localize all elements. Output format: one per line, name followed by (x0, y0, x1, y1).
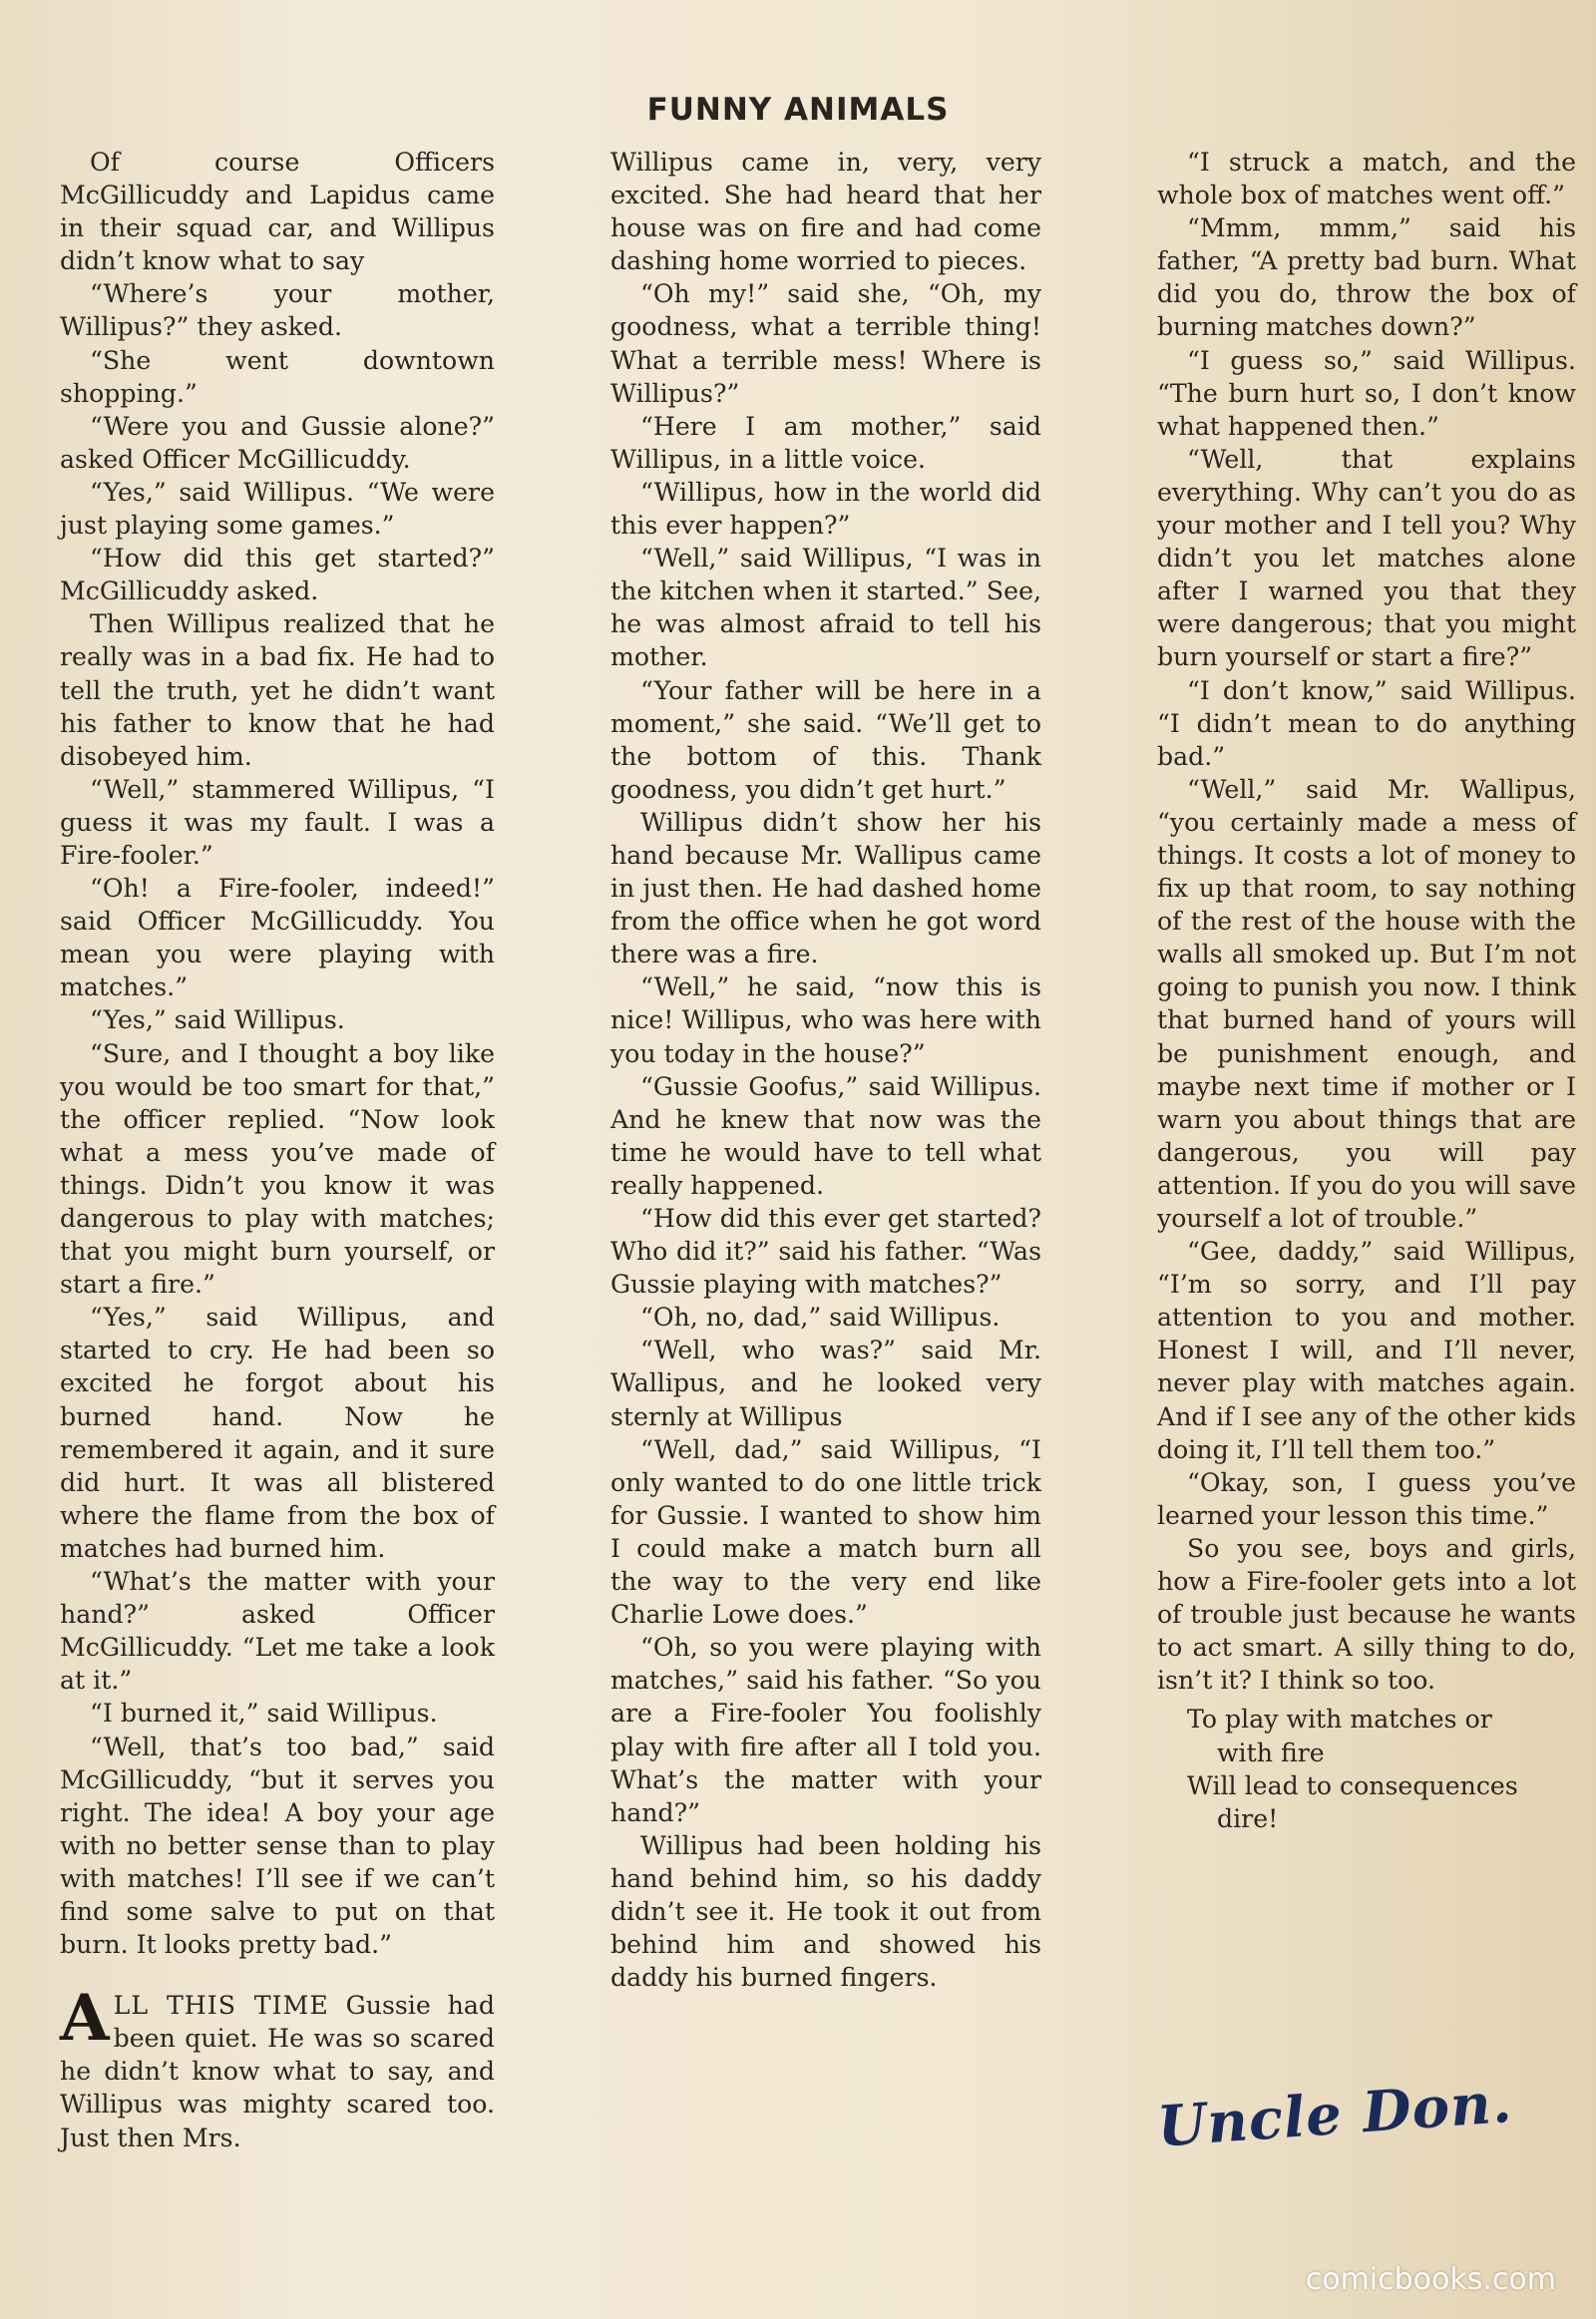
paragraph: “Well,” said Mr. Wallipus, “you certainly made a mess of things. It costs a lot of money to fix up that room, to say nothing of the rest of the house with the walls all smoked up. But I’m not going to punish you now. I think that burned hand of yours will be punishment enough, and maybe next time if mother or I warn you about things that are dangerous, you will pay attention. If you do you will save yourself a lot of trouble.” (1157, 774, 1576, 1233)
paragraph: “Where’s your mother, Willipus?” they asked. (60, 279, 495, 342)
paragraph: “Well,” he said, “now this is nice! Willipus, who was here with you today in the house?” (610, 972, 1041, 1068)
paragraph: “Well,” said Willipus, “I was in the kitchen when it started.” See, he was almost afraid to tell his mother. (610, 544, 1041, 672)
paragraph: “Yes,” said Willipus. (90, 1005, 345, 1035)
poem-line: with fire (1217, 1738, 1325, 1767)
paragraph: “Willipus, how in the world did this ever happen?” (610, 477, 1041, 541)
paragraph: “Well, that explains everything. Why can’t you do as your mother and I tell you? Why didn’t you let matches alone after I warned you that they were dangerous; that you might burn yourself or start a fire?” (1157, 444, 1576, 672)
dropcap-text: Gussie had been quiet. He was so scared he didn’t know what to say, and Willipus was mighty scared too. Just then Mrs. (60, 1991, 495, 2152)
dropcap-paragraph (60, 1981, 495, 2153)
paragraph: Willipus had been holding his hand behind him, so his daddy didn’t see it. He took it out from behind him and showed his daddy his burned fingers. (610, 1830, 1041, 1993)
text-column-2 (610, 146, 1041, 1994)
paragraph: “I struck a match, and the whole box of matches went off.” (1157, 148, 1576, 210)
paragraph: “She went downtown shopping.” (60, 345, 495, 408)
text-column-3 (1157, 146, 1576, 1835)
site-watermark: comicbooks.com (1305, 2262, 1556, 2297)
paragraph: “What’s the matter with your hand?” asked Officer McGillicuddy. “Let me take a look at it.” (60, 1567, 495, 1696)
closing-poem (1157, 1703, 1576, 1834)
paragraph: Then Willipus realized that he really was in a bad fix. He had to tell the truth, yet he didn’t want his father to know that he had disobeyed him. (60, 609, 495, 771)
paragraph: Of course Officers McGillicuddy and Lapidus came in their squad car, and Willipus didn’t know what to say (60, 148, 495, 276)
paragraph: “Oh, so you were playing with matches,” said his father. “So you are a Fire-fooler You foolishly play with fire after all I told you. What’s the matter with your hand?” (610, 1633, 1041, 1827)
paragraph: “Mmm, mmm,” said his father, “A pretty bad burn. What did you do, throw the box of burning matches down?” (1157, 213, 1576, 342)
paragraph: “I burned it,” said Willipus. (90, 1699, 438, 1729)
paragraph: “Gee, daddy,” said Willipus, “I’m so sorry, and I’ll pay attention to you and mother. Honest I will, and I’ll never, never play with matches again. And if I see any of the other kids doing it, I’ll tell them too.” (1157, 1237, 1576, 1464)
paragraph: “Well, that’s too bad,” said McGillicuddy, “but it serves you right. The idea! A boy your age with no better sense than to play with matches! I’ll see if we can’t find some salve to put on that burn. It looks pretty bad.” (60, 1732, 495, 1960)
paragraph: So you see, boys and girls, how a Fire-fooler gets into a lot of trouble just because he wants to act smart. A silly thing to do, isn’t it? I think so too. (1157, 1533, 1576, 1696)
paragraph: “Were you and Gussie alone?” asked Officer McGillicuddy. (60, 411, 495, 474)
paragraph: “Okay, son, I guess you’ve learned your lesson this time.” (1157, 1467, 1576, 1530)
poem-line: Will lead to consequences (1187, 1770, 1518, 1800)
paragraph: “Oh, no, dad,” said Willipus. (640, 1303, 1000, 1333)
paragraph: “I don’t know,” said Willipus. “I didn’t mean to do anything bad.” (1157, 675, 1576, 771)
paragraph: “Your father will be here in a moment,” she said. “We’ll get to the bottom of this. Thank goodness, you didn’t get hurt.” (610, 675, 1041, 804)
paragraph: “Yes,” said Willipus. “We were just playing some games.” (60, 477, 495, 541)
paragraph: Willipus came in, very, very excited. She had heard that her house was on fire and had come dashing home worried to pieces. (610, 148, 1041, 276)
page-header: FUNNY ANIMALS (646, 92, 950, 128)
paragraph: “How did this ever get started? Who did it?” said his father. “Was Gussie playing with matches?” (610, 1204, 1041, 1300)
paragraph: “Gussie Goofus,” said Willipus. And he knew that now was the time he would have to tell what really happened. (610, 1071, 1041, 1200)
paragraph: “I guess so,” said Willipus. “The burn hurt so, I don’t know what happened then.” (1157, 345, 1576, 441)
small-caps-lead: LL THIS TIME (113, 1991, 329, 2021)
paragraph: “Yes,” said Willipus, and started to cry. He had been so excited he forgot about his burned hand. Now he remembered it again, and it sure did hurt. It was all blistered where the flame from the box of matches had burned him. (60, 1303, 495, 1563)
paragraph: “Well, who was?” said Mr. Wallipus, and he looked very sternly at Willipus (610, 1336, 1041, 1431)
paragraph: “Sure, and I thought a boy like you would be too smart for that,” the officer replied. “Now look what a mess you’ve made of things. Didn’t you know it was dangerous to play with matches; that you might burn yourself, or start a fire.” (60, 1038, 495, 1300)
paragraph: “Well,” stammered Willipus, “I guess it was my fault. I was a Fire-fooler.” (60, 774, 495, 870)
paragraph: “Well, dad,” said Willipus, “I only wanted to do one little trick for Gussie. I wanted to show him I could make a match burn all the way to the very end like Charlie Lowe does.” (610, 1434, 1041, 1630)
paragraph: “How did this get started?” McGillicuddy asked. (60, 544, 495, 606)
author-signature: Uncle Don. (1155, 2069, 1515, 2160)
drop-cap-letter: A (60, 1981, 110, 2057)
paragraph: Willipus didn’t show her his hand because Mr. Wallipus came in just then. He had dashed home from the office when he got word there was a fire. (610, 807, 1041, 969)
paragraph: “Here I am mother,” said Willipus, in a little voice. (610, 411, 1041, 474)
paragraph: “Oh! a Fire-fooler, indeed!” said Officer McGillicuddy. You mean you were playing with matches.” (60, 874, 495, 1002)
poem-line: dire! (1217, 1803, 1279, 1833)
text-column-1 (60, 146, 495, 2154)
paragraph: “Oh my!” said she, “Oh, my goodness, what a terrible thing! What a terrible mess! Where is Willipus?” (610, 279, 1041, 408)
poem-line: To play with matches or (1187, 1705, 1492, 1735)
